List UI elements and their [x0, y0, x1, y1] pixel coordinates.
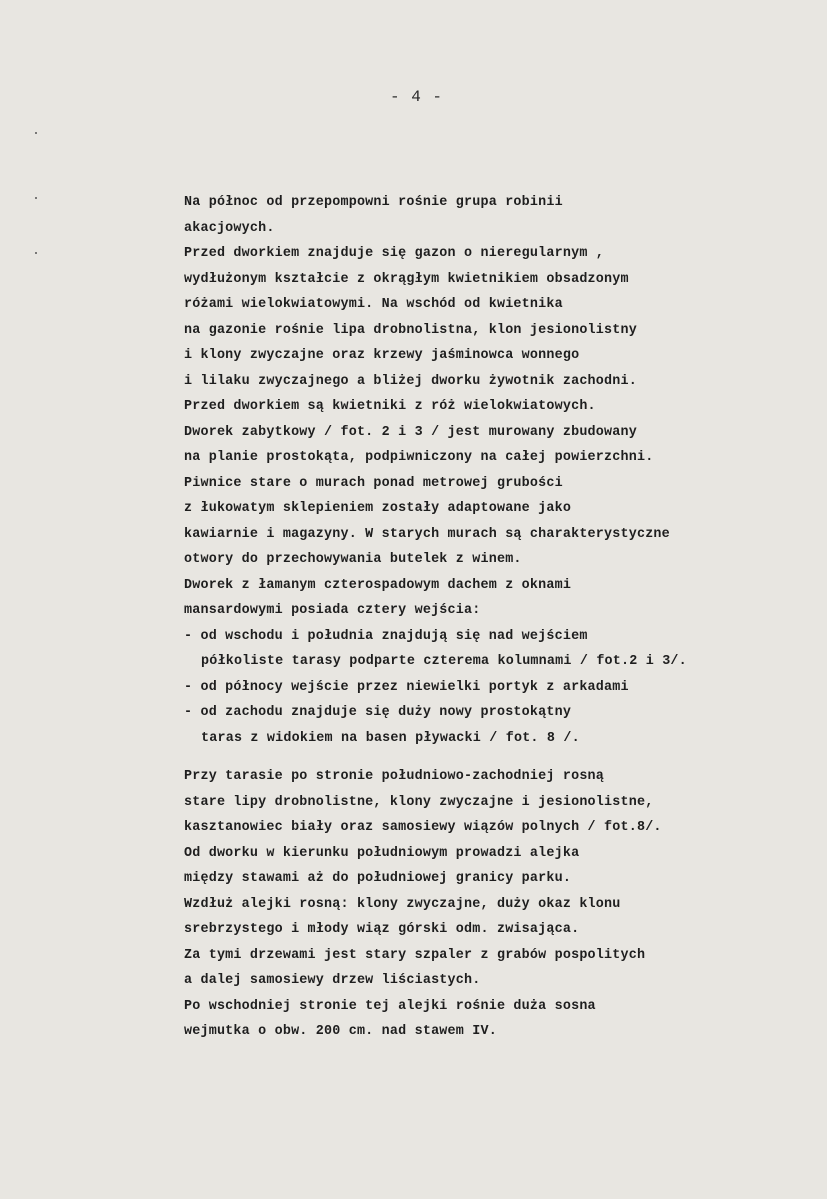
text-line: i lilaku zwyczajnego a bliżej dworku żywotnik zachodni. — [184, 373, 637, 389]
paragraph — [184, 764, 824, 1045]
text-line: Przed dworkiem znajduje się gazon o nieregularnym , — [184, 246, 605, 261]
bullet-text: - od zachodu znajduje się duży nowy prostokątny — [184, 705, 572, 720]
text-line: Dworek zabytkowy / fot. 2 i 3 / jest murowany zbudowany — [184, 424, 637, 440]
text-line: na gazonie rośnie lipa drobnolistna, klon jesionolistny — [184, 322, 637, 338]
text-line: srebrzystego i młody wiąz górski odm. zwisająca. — [184, 922, 580, 937]
text-line: na planie prostokąta, podpiwniczony na całej powierzchni. — [184, 450, 654, 465]
document-body — [184, 190, 824, 1045]
text-line: stare lipy drobnolistne, klony zwyczajne i jesionolistne, — [184, 794, 654, 810]
text-line: różami wielokwiatowymi. Na wschód od kwietnika — [184, 297, 563, 312]
text-line: z łukowatym sklepieniem zostały adaptowane jako — [184, 501, 572, 516]
text-line: akacjowych. — [184, 220, 275, 236]
text-line: otwory do przechowywania butelek z winem. — [184, 552, 522, 567]
text-line: Po wschodniej stronie tej alejki rośnie duża sosna — [184, 998, 596, 1014]
bullet-text-continuation: półkoliste tarasy podparte czterema kolumnami / fot.2 i 3/. — [201, 654, 687, 669]
text-line: Przed dworkiem są kwietniki z róż wielokwiatowych. — [184, 399, 596, 414]
margin-mark — [35, 197, 37, 199]
paragraph — [184, 241, 824, 624]
bullet-text: - od wschodu i południa znajdują się nad wejściem — [184, 628, 588, 644]
text-line: kasztanowiec biały oraz samosiewy wiązów polnych / fot.8/. — [184, 820, 662, 835]
bullet-list — [184, 624, 824, 752]
margin-mark — [35, 132, 37, 134]
text-line: mansardowymi posiada cztery wejścia: — [184, 603, 481, 618]
list-item — [184, 624, 824, 675]
list-item — [184, 700, 824, 751]
bullet-text-continuation: taras z widokiem na basen pływacki / fot. 8 /. — [201, 730, 580, 746]
text-line: Na północ od przepompowni rośnie grupa robinii — [184, 195, 563, 210]
bullet-text: - od północy wejście przez niewielki portyk z arkadami — [184, 679, 629, 695]
text-line: Dworek z łamanym czterospadowym dachem z oknami — [184, 577, 572, 593]
text-line: między stawami aż do południowej granicy parku. — [184, 871, 572, 886]
text-line: Od dworku w kierunku południowym prowadzi alejka — [184, 845, 580, 861]
page-number: - 4 - — [390, 88, 444, 106]
margin-mark — [35, 252, 37, 254]
text-line: a dalej samosiewy drzew liściastych. — [184, 973, 481, 988]
text-line: Wzdłuż alejki rosną: klony zwyczajne, duży okaz klonu — [184, 896, 621, 912]
text-line: Piwnice stare o murach ponad metrowej grubości — [184, 475, 563, 491]
paragraph-gap — [184, 751, 824, 764]
text-line: i klony zwyczajne oraz krzewy jaśminowca wonnego — [184, 348, 580, 363]
text-line: wydłużonym kształcie z okrągłym kwietnikiem obsadzonym — [184, 271, 629, 287]
text-line: kawiarnie i magazyny. W starych murach są charakterystyczne — [184, 526, 670, 542]
text-line: Za tymi drzewami jest stary szpaler z grabów pospolitych — [184, 947, 646, 963]
list-item — [184, 675, 824, 701]
text-line: wejmutka o obw. 200 cm. nad stawem IV. — [184, 1024, 497, 1039]
text-line: Przy tarasie po stronie południowo-zachodniej rosną — [184, 769, 605, 784]
paragraph — [184, 190, 824, 241]
